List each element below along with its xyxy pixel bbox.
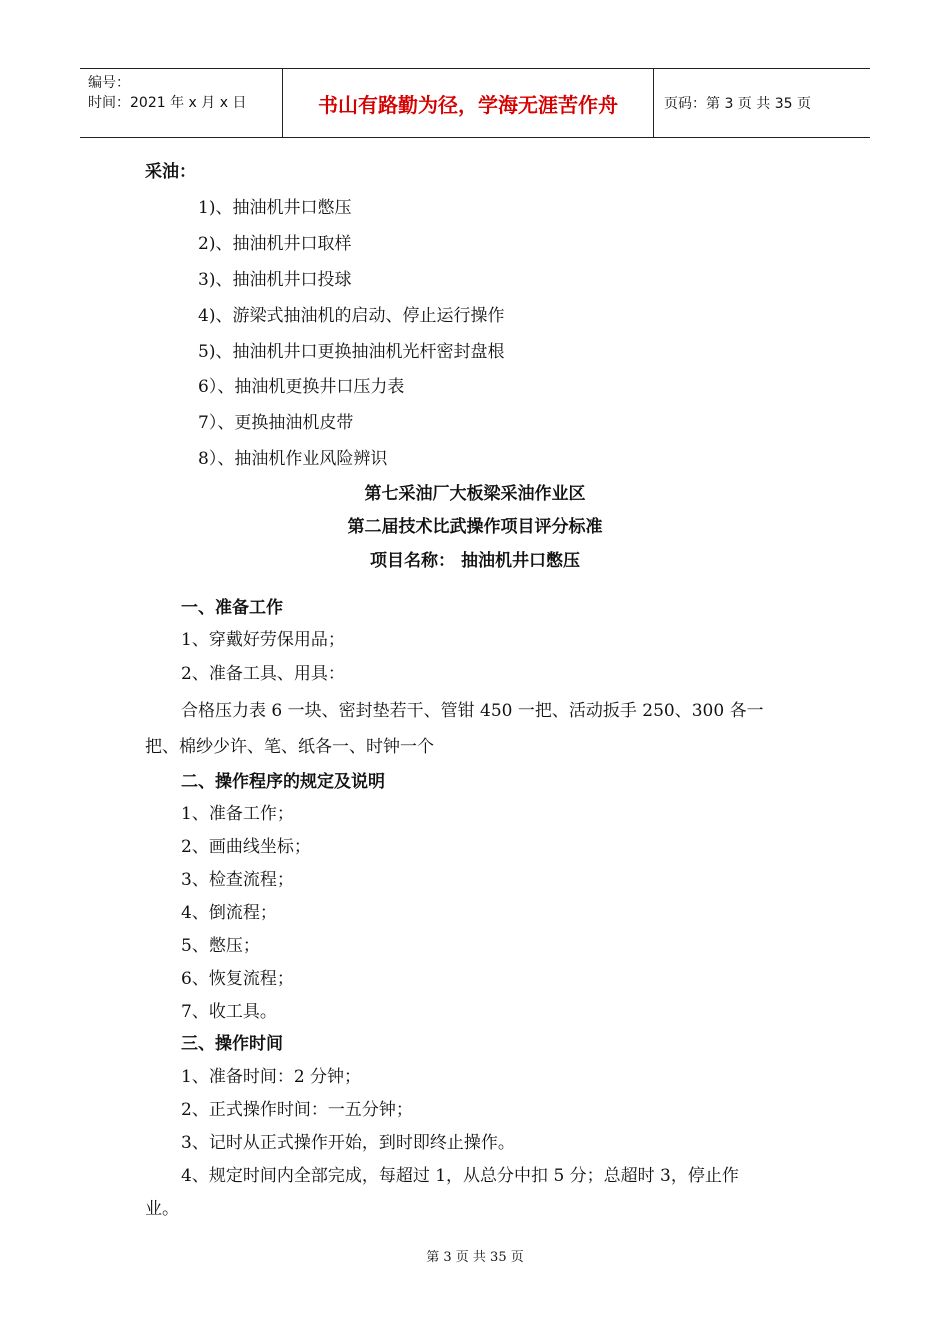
header-page-info: 页码：第 3 页 共 35 页 <box>664 96 811 112</box>
project-name-title: 项目名称： 抽油机井口憋压 <box>370 551 580 571</box>
list-item: 7）、更换抽油机皮带 <box>198 413 354 433</box>
paragraph-line: 6、恢复流程； <box>181 969 294 989</box>
paragraph-line: 1、穿戴好劳保用品； <box>181 630 345 650</box>
document-date: 时间：2021 年 x 月 x 日 <box>88 95 247 111</box>
paragraph-line: 业。 <box>145 1199 179 1219</box>
paragraph-line: 1、准备工作； <box>181 804 294 824</box>
header-left-cell <box>80 69 282 137</box>
org-title: 第七采油厂大板梁采油作业区 <box>364 484 586 504</box>
paragraph-line: 合格压力表 6 一块、密封垫若干、管钳 450 一把、活动扳手 250、300 各一 <box>181 701 764 721</box>
paragraph-line: 1、准备时间：2 分钟； <box>181 1067 362 1087</box>
list-item: 3)、抽油机井口投球 <box>198 270 352 290</box>
paragraph-line: 7、收工具。 <box>181 1002 277 1022</box>
paragraph-line: 2、正式操作时间：一五分钟； <box>181 1100 413 1120</box>
part1-heading: 一、准备工作 <box>181 598 283 618</box>
section-title: 采油： <box>145 162 196 182</box>
paragraph-line: 2、准备工具、用具： <box>181 664 345 684</box>
document-number-label: 编号： <box>88 75 130 91</box>
list-item: 2)、抽油机井口取样 <box>198 234 352 254</box>
list-item: 1)、抽油机井口憋压 <box>198 198 352 218</box>
paragraph-line: 把、棉纱少许、笔、纸各一、时钟一个 <box>145 737 434 757</box>
paragraph-line: 2、画曲线坐标； <box>181 837 311 857</box>
paragraph-line: 5、憋压； <box>181 936 260 956</box>
header-motto: 书山有路勤为径，学海无涯苦作舟 <box>282 69 654 137</box>
list-item: 6）、抽油机更换井口压力表 <box>198 377 405 397</box>
part3-heading: 三、操作时间 <box>181 1034 283 1054</box>
list-item: 8）、抽油机作业风险辨识 <box>198 449 388 469</box>
paragraph-line: 4、倒流程； <box>181 903 277 923</box>
paragraph-line: 3、记时从正式操作开始，到时即终止操作。 <box>181 1133 515 1153</box>
standard-title: 第二届技术比武操作项目评分标准 <box>347 517 603 537</box>
list-item: 5)、抽油机井口更换抽油机光杆密封盘根 <box>198 342 505 362</box>
page-header <box>80 68 870 138</box>
part2-heading: 二、操作程序的规定及说明 <box>181 772 385 792</box>
list-item: 4)、游梁式抽油机的启动、停止运行操作 <box>198 306 505 326</box>
paragraph-line: 4、规定时间内全部完成，每超过 1，从总分中扣 5 分；总超时 3，停止作 <box>181 1166 739 1186</box>
paragraph-line: 3、检查流程； <box>181 870 294 890</box>
page-footer: 第 3 页 共 35 页 <box>426 1250 524 1265</box>
